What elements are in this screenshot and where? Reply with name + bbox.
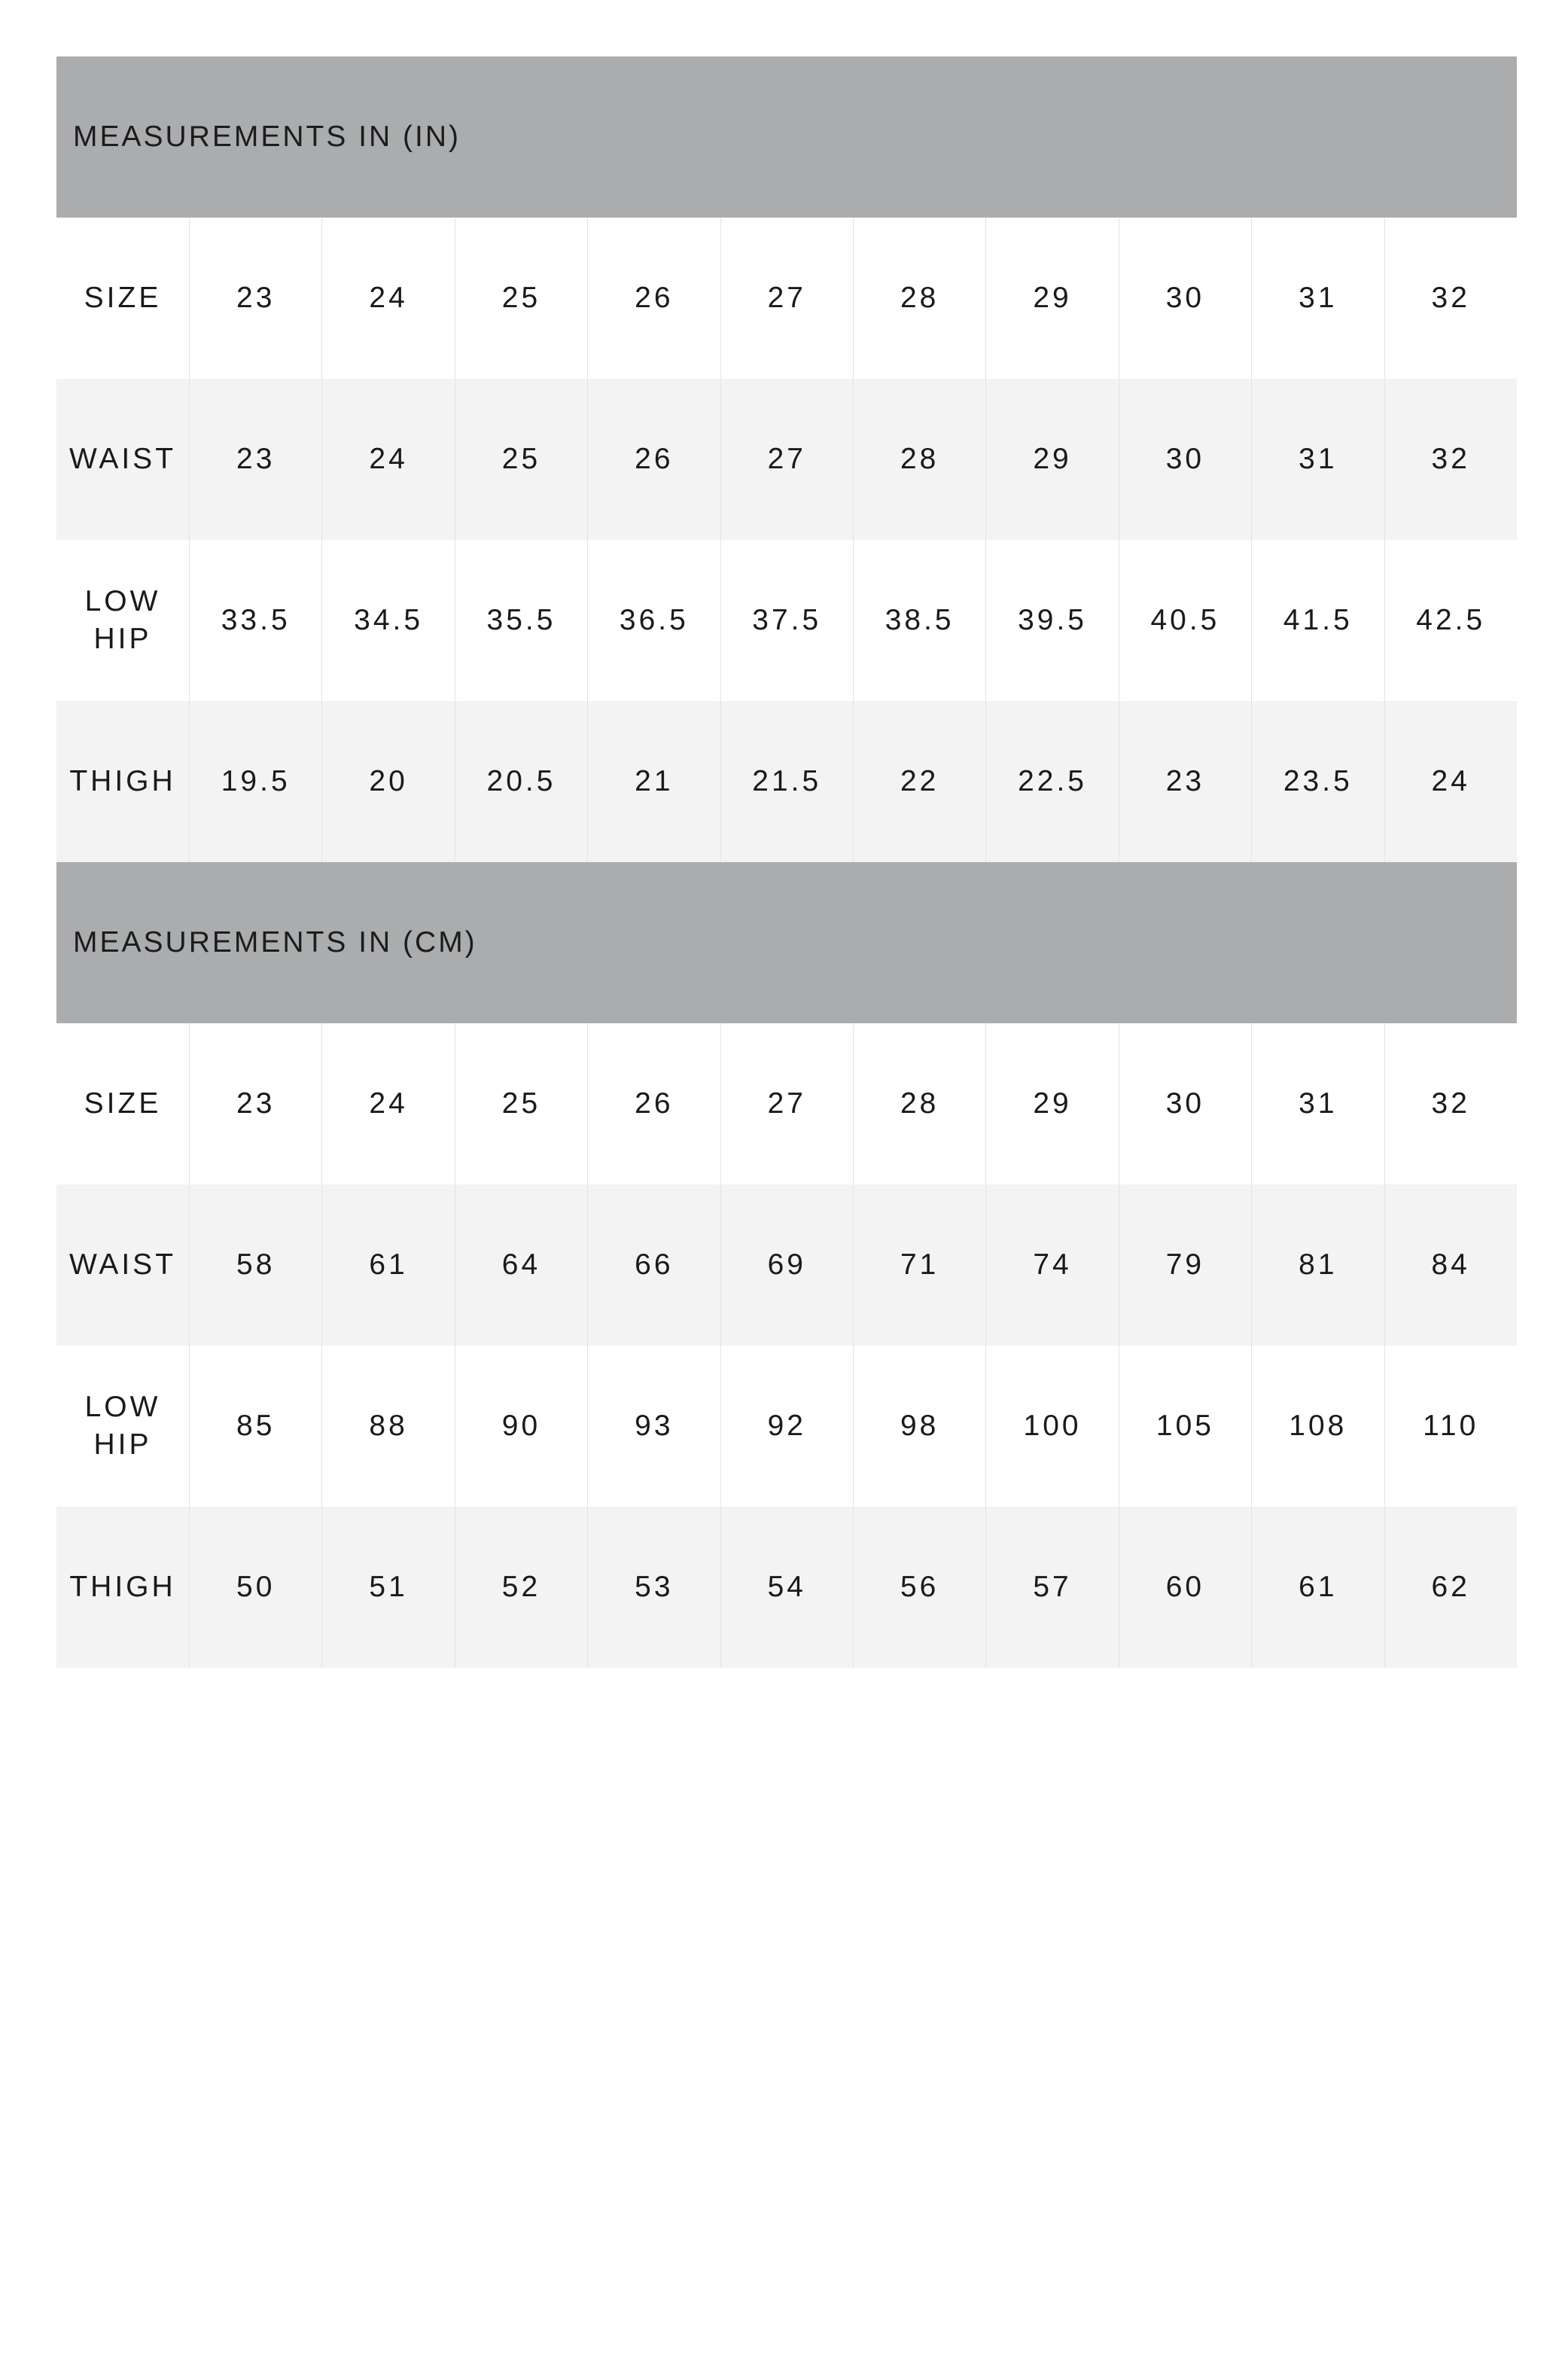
table-cell: 85 <box>189 1346 321 1507</box>
table-cell: 35.5 <box>455 540 587 701</box>
table-cell: 74 <box>985 1184 1118 1346</box>
table-cell: 21 <box>587 701 720 862</box>
table-cell: 79 <box>1119 1184 1251 1346</box>
table-cell: 61 <box>321 1184 454 1346</box>
table-cell: 40.5 <box>1119 540 1251 701</box>
table-cell: 88 <box>321 1346 454 1507</box>
table-cell: 22 <box>853 701 985 862</box>
table-cell: 66 <box>587 1184 720 1346</box>
table-cell: 64 <box>455 1184 587 1346</box>
row-label: LOW HIP <box>84 585 161 655</box>
table-cell: 53 <box>587 1507 720 1668</box>
table-body-inches <box>56 218 1517 862</box>
row-label: SIZE <box>84 1087 162 1120</box>
table-cell: 81 <box>1251 1184 1384 1346</box>
table-cell: 41.5 <box>1251 540 1384 701</box>
table-header-inches <box>56 56 1517 218</box>
table-row <box>56 1507 1517 1668</box>
table-row <box>56 379 1517 540</box>
table-cell: 28 <box>853 1023 985 1184</box>
table-cell: 30 <box>1119 1023 1251 1184</box>
table-row <box>56 1184 1517 1346</box>
table-cell: 30 <box>1119 218 1251 379</box>
row-label: WAIST <box>69 443 177 475</box>
table-cell: 62 <box>1384 1507 1517 1668</box>
table-cell: 51 <box>321 1507 454 1668</box>
table-cell: 20 <box>321 701 454 862</box>
table-cell: 33.5 <box>189 540 321 701</box>
table-row <box>56 701 1517 862</box>
table-cell: 32 <box>1384 218 1517 379</box>
table-cell: 60 <box>1119 1507 1251 1668</box>
table-cell: 29 <box>985 218 1118 379</box>
table-cell: 23 <box>189 218 321 379</box>
table-cell: 32 <box>1384 379 1517 540</box>
table-cell: 100 <box>985 1346 1118 1507</box>
table-title: MEASUREMENTS IN (IN) <box>73 120 461 153</box>
table-cell: 90 <box>455 1346 587 1507</box>
table-cell: 98 <box>853 1346 985 1507</box>
table-cell: 20.5 <box>455 701 587 862</box>
table-cell: 27 <box>720 1023 853 1184</box>
table-cell: 23 <box>189 1023 321 1184</box>
table-cell: 28 <box>853 379 985 540</box>
table-cell: 28 <box>853 218 985 379</box>
table-cell: 23 <box>189 379 321 540</box>
table-cell: 26 <box>587 218 720 379</box>
table-cell: 57 <box>985 1507 1118 1668</box>
table-cell: 54 <box>720 1507 853 1668</box>
table-cell: 24 <box>1384 701 1517 862</box>
table-cell: 42.5 <box>1384 540 1517 701</box>
row-label: THIGH <box>69 1571 176 1603</box>
table-cell: 19.5 <box>189 701 321 862</box>
table-cell: 23.5 <box>1251 701 1384 862</box>
row-label: LOW HIP <box>84 1391 161 1461</box>
table-cell: 24 <box>321 218 454 379</box>
table-cell: 31 <box>1251 1023 1384 1184</box>
table-body-centimeters <box>56 1023 1517 1668</box>
table-cell: 52 <box>455 1507 587 1668</box>
table-cell: 39.5 <box>985 540 1118 701</box>
table-cell: 32 <box>1384 1023 1517 1184</box>
table-cell: 50 <box>189 1507 321 1668</box>
table-cell: 56 <box>853 1507 985 1668</box>
table-cell: 21.5 <box>720 701 853 862</box>
table-cell: 36.5 <box>587 540 720 701</box>
row-label: SIZE <box>84 282 162 314</box>
table-cell: 22.5 <box>985 701 1118 862</box>
table-cell: 27 <box>720 379 853 540</box>
table-cell: 25 <box>455 218 587 379</box>
table-cell: 84 <box>1384 1184 1517 1346</box>
table-cell: 25 <box>455 1023 587 1184</box>
table-cell: 29 <box>985 379 1118 540</box>
table-cell: 29 <box>985 1023 1118 1184</box>
row-label: WAIST <box>69 1248 177 1281</box>
table-cell: 25 <box>455 379 587 540</box>
table-cell: 26 <box>587 1023 720 1184</box>
table-cell: 108 <box>1251 1346 1384 1507</box>
table-cell: 27 <box>720 218 853 379</box>
table-cell: 69 <box>720 1184 853 1346</box>
table-cell: 24 <box>321 379 454 540</box>
row-label: THIGH <box>69 765 176 797</box>
size-chart-centimeters <box>56 862 1517 1668</box>
table-cell: 93 <box>587 1346 720 1507</box>
table-row <box>56 1023 1517 1184</box>
table-cell: 38.5 <box>853 540 985 701</box>
table-cell: 37.5 <box>720 540 853 701</box>
table-cell: 31 <box>1251 379 1384 540</box>
table-title: MEASUREMENTS IN (CM) <box>73 926 477 959</box>
table-cell: 23 <box>1119 701 1251 862</box>
table-cell: 92 <box>720 1346 853 1507</box>
table-cell: 110 <box>1384 1346 1517 1507</box>
table-row <box>56 218 1517 379</box>
table-cell: 71 <box>853 1184 985 1346</box>
table-row <box>56 1346 1517 1507</box>
table-cell: 31 <box>1251 218 1384 379</box>
size-chart-inches <box>56 56 1517 862</box>
table-cell: 30 <box>1119 379 1251 540</box>
table-header-centimeters <box>56 862 1517 1023</box>
table-cell: 105 <box>1119 1346 1251 1507</box>
table-cell: 24 <box>321 1023 454 1184</box>
table-cell: 34.5 <box>321 540 454 701</box>
table-cell: 61 <box>1251 1507 1384 1668</box>
table-cell: 26 <box>587 379 720 540</box>
table-row <box>56 540 1517 701</box>
table-cell: 58 <box>189 1184 321 1346</box>
